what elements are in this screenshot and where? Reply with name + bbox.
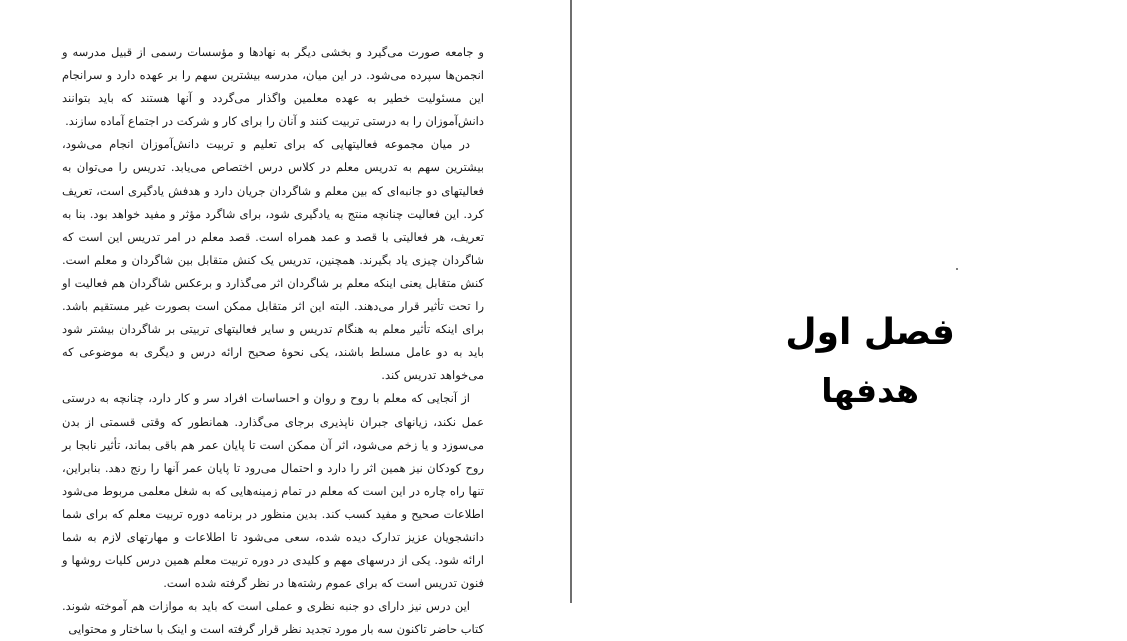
scan-speck (956, 268, 958, 270)
body-text-column (62, 41, 484, 641)
paragraph-1: و جامعه صورت می‌گیرد و بخشی دیگر به نهادها و مؤسسات رسمی از قبیل مدرسه و انجمن‌ها سپرده می‌شود. در این میان، مدرسه بیشترین سهم را بر عهده دارد و سرانجام این مسئولیت خطیر به عهده معلمین واگذار می‌گردد و آنها هستند که باید بتوانند دانش‌آموزان را به درستی تربیت کنند و آنان را برای کار و شرکت در اجتماع آماده سازند. (62, 45, 484, 129)
chapter-heading (785, 304, 955, 420)
right-page (572, 0, 1127, 603)
paragraph-4: این درس نیز دارای دو جنبه نظری و عملی است که باید به موازات هم آموخته شوند. کتاب حاضر تاکنون سه بار مورد تجدید نظر قرار گرفته است و اینک با ساختار و محتوایی (62, 599, 484, 637)
chapter-title: هدفها (821, 371, 920, 410)
paragraph-2: در میان مجموعه فعالیتهایی که برای تعلیم و تربیت دانش‌آموزان انجام می‌شود، بیشترین سهم به تدریس معلم در کلاس درس اختصاص می‌یابد. تدریس را می‌توان به فعالیتهای دو جانبه‌ای که بین معلم و شاگردان جریان دارد و هدفش یادگیری است، تعریف کرد. این فعالیت چنانچه منتج به یادگیری شود، برای شاگرد مؤثر و مفید خواهد بود. بنا به تعریف، هر فعالیتی با قصد و عمد همراه است. قصد معلم در امر تدریس این است که شاگردان چیزی یاد بگیرند. همچنین، تدریس یک کنش متقابل بین شاگردان و معلم است. کنش متقابل یعنی اینکه معلم بر شاگردان اثر می‌گذارد و برعکس شاگردان هم فعالیت او را تحت تأثیر قرار می‌دهند. البته این اثر متقابل ممکن است بصورت غیر مستقیم باشد. برای اینکه تأثیر معلم به هنگام تدریس و سایر فعالیتهای تربیتی بر شاگردان بیشتر شود باید به دو عامل مسلط باشند، یکی نحوهٔ صحیح ارائه درس و دیگری به موضوعی که می‌خواهد تدریس کند. (62, 137, 484, 383)
chapter-number: فصل اول (785, 312, 955, 353)
paragraph-3: از آنجایی که معلم با روح و روان و احساسات افراد سر و کار دارد، چنانچه به درستی عمل نکند، زیانهای جبران ناپذیری برجای می‌گذارد. همانطور که وقتی قسمتی از بدن می‌سوزد و یا زخم می‌شود، اثر آن ممکن است تا پایان عمر هم باقی بماند، تأثیر نابجا بر روح کودکان نیز همین اثر را دارد و احتمال می‌رود تا پایان عمر آنها را رنج دهد. بنابراین، تنها راه چاره در این است که معلم در تمام زمینه‌هایی که به شغل معلمی مربوط می‌شود اطلاعات صحیح و مفید کسب کند. بدین منظور در برنامه دوره تربیت معلم که برای شما دانشجویان عزیز تدارک دیده شده، سعی می‌شود تا اطلاعات و مهارتهای لازم به شما ارائه شود. یکی از درسهای مهم و کلیدی در دوره تربیت معلم همین درس کلیات روشها و فنون تدریس است که برای عموم رشته‌ها در نظر گرفته شده است. (62, 391, 484, 591)
